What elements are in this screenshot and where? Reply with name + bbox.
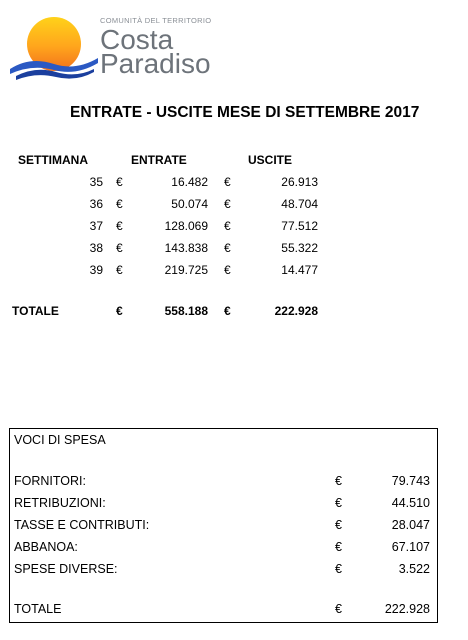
income-cell: 16.482 bbox=[171, 175, 208, 189]
expense-label: ABBANOA: bbox=[14, 540, 78, 554]
currency-symbol: € bbox=[335, 602, 342, 616]
logo-wordmark-line1: Costa bbox=[100, 24, 174, 55]
currency-symbol: € bbox=[116, 175, 123, 189]
expense-label: FORNITORI: bbox=[14, 474, 86, 488]
page-title: ENTRATE - USCITE MESE DI SETTEMBRE 2017 bbox=[70, 104, 420, 121]
week-cell: 36 bbox=[89, 197, 103, 211]
expense-item bbox=[10, 496, 437, 514]
currency-symbol: € bbox=[116, 197, 123, 211]
expense-amount: 44.510 bbox=[391, 496, 430, 510]
logo-wordmark-line2: Paradiso bbox=[100, 48, 211, 79]
header-expenses: USCITE bbox=[248, 153, 293, 167]
table-row bbox=[0, 219, 468, 239]
income-cell: 50.074 bbox=[171, 197, 208, 211]
total-label: TOTALE bbox=[12, 304, 59, 318]
total-income: 558.188 bbox=[164, 304, 208, 318]
logo-subtitle: COMUNITÀ DEL TERRITORIO bbox=[100, 16, 212, 25]
currency-symbol: € bbox=[335, 496, 342, 510]
currency-symbol: € bbox=[224, 304, 231, 318]
expenses-cell: 14.477 bbox=[281, 263, 318, 277]
currency-symbol: € bbox=[224, 241, 231, 255]
currency-symbol: € bbox=[224, 197, 231, 211]
income-cell: 128.069 bbox=[164, 219, 208, 233]
table-row bbox=[0, 175, 468, 195]
expense-amount: 3.522 bbox=[398, 562, 430, 576]
expense-item bbox=[10, 474, 437, 492]
expense-label: SPESE DIVERSE: bbox=[14, 562, 118, 576]
currency-symbol: € bbox=[224, 263, 231, 277]
currency-symbol: € bbox=[335, 562, 342, 576]
expense-item bbox=[10, 518, 437, 536]
expense-amount: 28.047 bbox=[391, 518, 430, 532]
expense-amount: 67.107 bbox=[391, 540, 430, 554]
expense-amount: 79.743 bbox=[391, 474, 430, 488]
income-cell: 219.725 bbox=[164, 263, 208, 277]
currency-symbol: € bbox=[335, 474, 342, 488]
expense-total-label: TOTALE bbox=[14, 602, 62, 616]
expenses-cell: 77.512 bbox=[281, 219, 318, 233]
expense-box-title: VOCI DI SPESA bbox=[14, 433, 106, 447]
currency-symbol: € bbox=[224, 219, 231, 233]
total-expenses: 222.928 bbox=[274, 304, 318, 318]
expense-breakdown-box bbox=[9, 428, 438, 623]
week-cell: 37 bbox=[89, 219, 103, 233]
sunset-logo-icon bbox=[8, 14, 100, 84]
expense-total-row bbox=[10, 602, 437, 620]
currency-symbol: € bbox=[116, 241, 123, 255]
expenses-cell: 55.322 bbox=[281, 241, 318, 255]
header-week: SETTIMANA bbox=[18, 153, 88, 167]
currency-symbol: € bbox=[335, 518, 342, 532]
header-income: ENTRATE bbox=[131, 153, 187, 167]
currency-symbol: € bbox=[116, 304, 123, 318]
expense-item bbox=[10, 562, 437, 580]
logo bbox=[0, 0, 260, 90]
total-row bbox=[0, 304, 468, 324]
table-row bbox=[0, 241, 468, 261]
table-row bbox=[0, 263, 468, 283]
currency-symbol: € bbox=[116, 263, 123, 277]
expense-label: RETRIBUZIONI: bbox=[14, 496, 106, 510]
currency-symbol: € bbox=[224, 175, 231, 189]
expense-item bbox=[10, 540, 437, 558]
currency-symbol: € bbox=[116, 219, 123, 233]
expense-total-amount: 222.928 bbox=[384, 602, 430, 616]
week-cell: 39 bbox=[89, 263, 103, 277]
week-cell: 38 bbox=[89, 241, 103, 255]
expenses-cell: 48.704 bbox=[281, 197, 318, 211]
week-cell: 35 bbox=[89, 175, 103, 189]
income-cell: 143.838 bbox=[164, 241, 208, 255]
expenses-cell: 26.913 bbox=[281, 175, 318, 189]
currency-symbol: € bbox=[335, 540, 342, 554]
expense-label: TASSE E CONTRIBUTI: bbox=[14, 518, 150, 532]
table-row bbox=[0, 197, 468, 217]
